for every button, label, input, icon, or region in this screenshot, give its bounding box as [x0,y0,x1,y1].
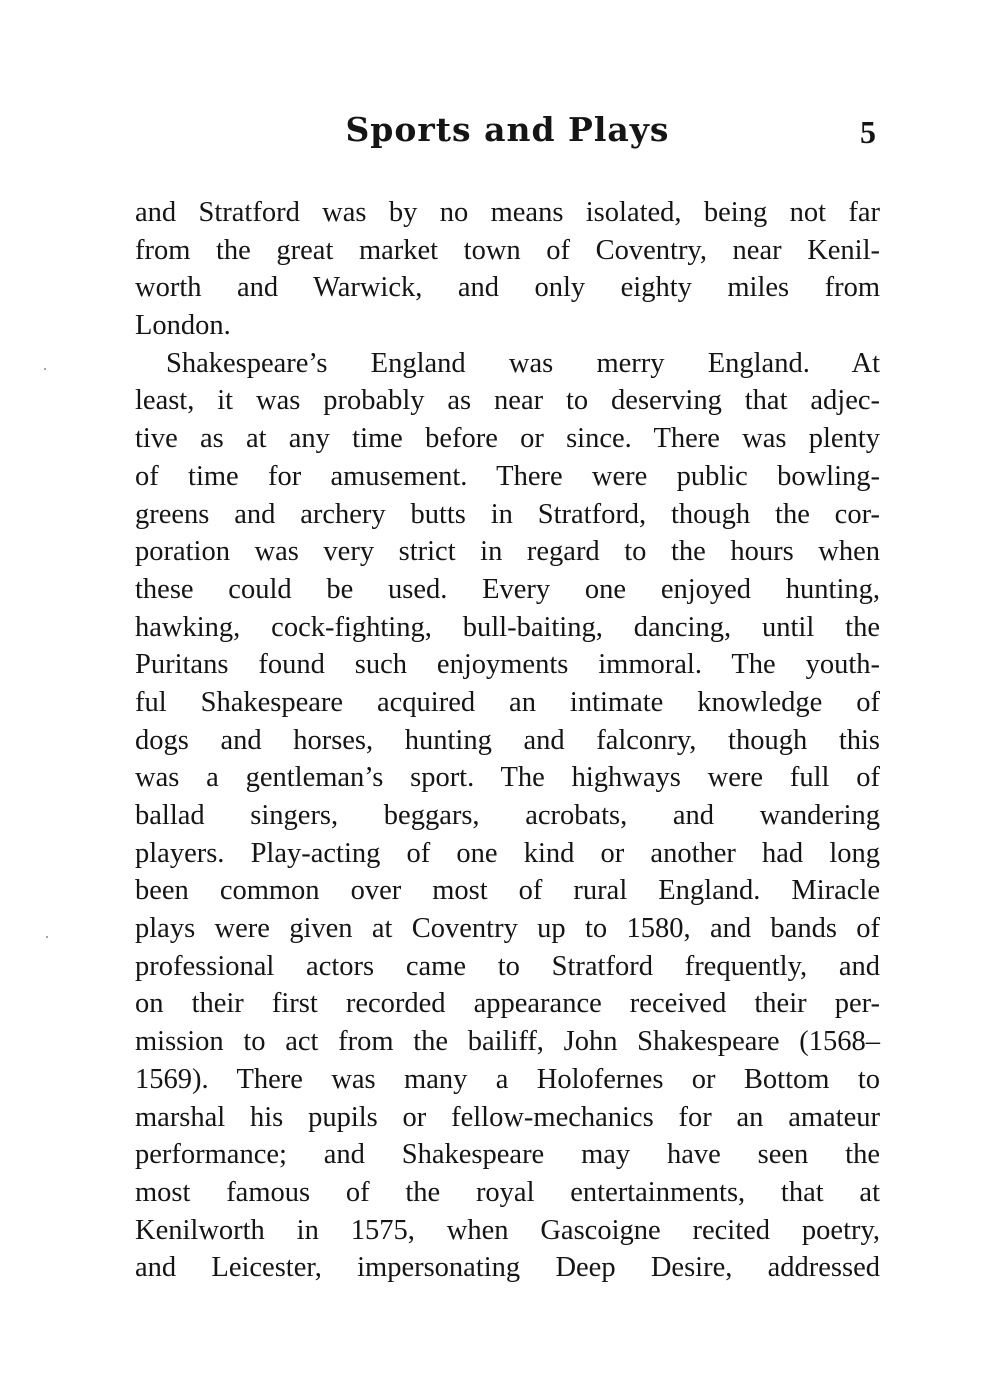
text-line: mission to act from the bailiff, John Shakespeare (1568– [135,1026,880,1058]
scan-speck [44,368,46,370]
text-line: these could be used. Every one enjoyed hunting, [135,573,880,605]
text-line: and Stratford was by no means isolated, being not far [135,197,880,228]
text-line: greens and archery butts in Stratford, though the cor- [135,498,880,530]
text-line: London. [135,310,231,342]
text-line: poration was very strict in regard to the hours when [135,536,880,568]
text-line: most famous of the royal entertainments, that at [135,1176,880,1208]
text-line: from the great market town of Coventry, near Kenil- [135,234,880,266]
text-line: and Leicester, impersonating Deep Desire, addressed [135,1252,880,1284]
text-line: performance; and Shakespeare may have seen the [135,1139,880,1171]
text-line: Shakespeare’s England was merry England. At [166,347,880,379]
text-line: players. Play-acting of one kind or another had long [135,837,880,869]
text-line: Kenilworth in 1575, when Gascoigne recited poetry, [135,1214,880,1246]
text-line: 1569). There was many a Holofernes or Bottom to [135,1063,880,1095]
page-number: 5 [860,114,876,150]
text-line: ful Shakespeare acquired an intimate knowledge of [135,686,880,718]
text-line: dogs and horses, hunting and falconry, though this [135,724,880,756]
text-line: been common over most of rural England. Miracle [135,875,880,907]
text-line: plays were given at Coventry up to 1580, and bands of [135,913,880,945]
text-line: hawking, cock-fighting, bull-baiting, dancing, until the [135,611,880,643]
text-line: least, it was probably as near to deserving that adjec- [135,385,880,417]
text-line: professional actors came to Stratford frequently, and [135,950,880,982]
scan-speck [46,936,48,938]
text-line: Puritans found such enjoyments immoral. The youth- [135,649,880,681]
text-line: was a gentleman’s sport. The highways were full of [135,762,880,794]
text-line: tive as at any time before or since. There was plenty [135,423,880,455]
body-text [135,194,880,1287]
paragraph-1 [135,194,880,345]
text-line: ballad singers, beggars, acrobats, and wandering [135,800,880,831]
text-line: marshal his pupils or fellow-mechanics for an amateur [135,1101,880,1133]
text-line: worth and Warwick, and only eighty miles from [135,272,880,304]
text-line: of time for amusement. There were public bowling- [135,460,880,492]
running-title: Sports and Plays [345,110,670,149]
paragraph-2 [135,345,880,1287]
text-line: on their first recorded appearance received their per- [135,988,880,1020]
running-head [135,108,880,158]
